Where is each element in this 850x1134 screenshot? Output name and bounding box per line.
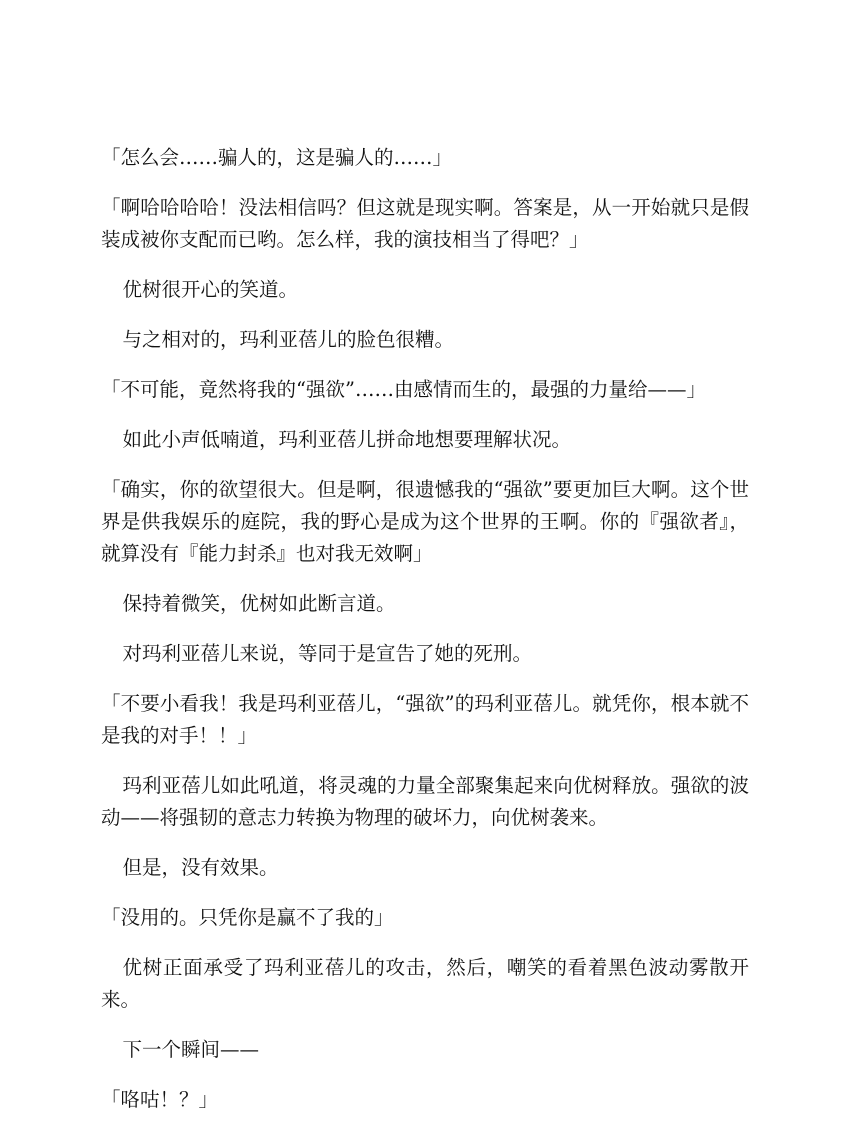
paragraph-16: 「咯咕！？」 xyxy=(101,1088,219,1111)
paragraph-15: 下一个瞬间—— xyxy=(122,1038,259,1061)
paragraph-3: 优树很开心的笑道。 xyxy=(122,278,298,301)
paragraph-13: 「没用的。只凭你是赢不了我的」 xyxy=(101,906,394,929)
paragraph-5: 「不可能，竟然将我的“强欲”……由感情而生的，最强的力量给——」 xyxy=(101,378,706,401)
paragraph-6: 如此小声低喃道，玛利亚蓓儿拼命地想要理解状况。 xyxy=(122,428,571,451)
paragraph-9: 对玛利亚蓓儿来说，等同于是宣告了她的死刑。 xyxy=(122,642,532,665)
document-page xyxy=(101,142,749,1134)
paragraph-10: 「不要小看我！我是玛利亚蓓儿，“强欲”的玛利亚蓓儿。就凭你，根本就不是我的对手！！」 xyxy=(101,692,749,747)
paragraph-8: 保持着微笑，优树如此断言道。 xyxy=(122,592,396,615)
paragraph-14: 优树正面承受了玛利亚蓓儿的攻击，然后，嘲笑的看着黑色波动雾散开来。 xyxy=(101,956,749,1011)
paragraph-1: 「怎么会……骗人的，这是骗人的……」 xyxy=(101,146,453,169)
paragraph-7: 「确实，你的欲望很大。但是啊，很遗憾我的“强欲”要更加巨大啊。这个世界是供我娱乐的庭院，我的野心是成为这个世界的王啊。你的『强欲者』，就算没有『能力封杀』也对我无效啊」 xyxy=(101,478,749,565)
paragraph-4: 与之相对的，玛利亚蓓儿的脸色很糟。 xyxy=(122,328,454,351)
paragraph-2: 「啊哈哈哈哈！没法相信吗？但这就是现实啊。答案是，从一开始就只是假装成被你支配而已哟。怎么样，我的演技相当了得吧？」 xyxy=(101,196,749,251)
paragraph-12: 但是，没有效果。 xyxy=(122,856,279,879)
paragraph-11: 玛利亚蓓儿如此吼道，将灵魂的力量全部聚集起来向优树释放。强欲的波动——将强韧的意志力转换为物理的破坏力，向优树袭来。 xyxy=(101,774,749,829)
